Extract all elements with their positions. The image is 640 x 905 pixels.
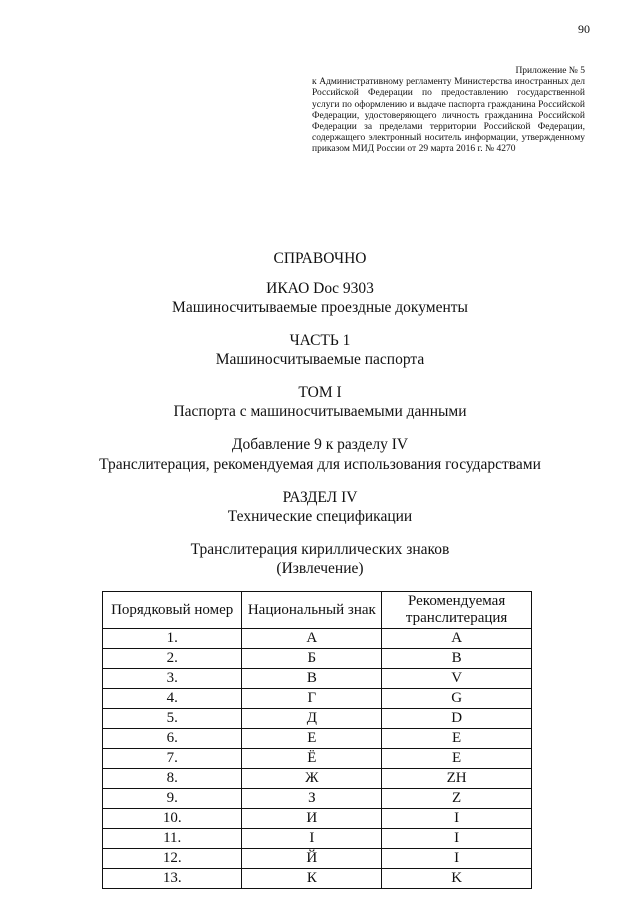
table-row (103, 669, 532, 689)
addendum-heading: Добавление 9 к разделу IV (231, 436, 409, 453)
ordinal-number-cell: 4. (103, 689, 242, 709)
ordinal-number-cell: 6. (103, 729, 242, 749)
table-row (103, 789, 532, 809)
ordinal-number-cell: 11. (103, 829, 242, 849)
transliteration-cell: V (382, 669, 532, 689)
national-character-cell: Б (242, 649, 382, 669)
table-row (103, 829, 532, 849)
table-row (103, 689, 532, 709)
appendix-title: Приложение № 5 (515, 66, 585, 76)
document-title: Машиносчитываемые проездные документы (172, 299, 468, 316)
transliteration-cell: K (382, 869, 532, 889)
table-row (103, 809, 532, 829)
appendix-block (312, 66, 585, 156)
ordinal-number-cell: 8. (103, 769, 242, 789)
table-subtitle: (Извлечение) (276, 560, 364, 577)
national-character-cell: Ж (242, 769, 382, 789)
reference-label: СПРАВОЧНО (273, 250, 367, 267)
section-heading: РАЗДЕЛ IV (282, 489, 358, 506)
ordinal-number-cell: 10. (103, 809, 242, 829)
transliteration-table (102, 591, 532, 889)
national-character-cell: Г (242, 689, 382, 709)
national-character-cell: Й (242, 849, 382, 869)
table-row (103, 629, 532, 649)
header-recommended-transliteration: Рекомендуемая транслитерация (382, 592, 532, 629)
transliteration-cell: B (382, 649, 532, 669)
ordinal-number-cell: 9. (103, 789, 242, 809)
ordinal-number-cell: 12. (103, 849, 242, 869)
table-body (103, 629, 532, 889)
national-character-cell: І (242, 829, 382, 849)
transliteration-cell: I (382, 809, 532, 829)
ordinal-number-cell: 3. (103, 669, 242, 689)
transliteration-cell: ZH (382, 769, 532, 789)
table-row (103, 709, 532, 729)
national-character-cell: А (242, 629, 382, 649)
table-row (103, 649, 532, 669)
appendix-body: к Административному регламенту Министерства иностранных дел Российской Федерации по предоставлению государственной услуги по оформлению и выдаче паспорта гражданина Российской Федерации, удостоверяющего личность гражданина Российской Федерации за пределами территории Российской Федерации, содержащего электронный носитель информации, утвержденному приказом МИД России от 29 марта 2016 г. № 4270 (312, 77, 585, 155)
transliteration-cell: G (382, 689, 532, 709)
header-ordinal-number: Порядковый номер (103, 592, 242, 629)
transliteration-cell: I (382, 829, 532, 849)
transliteration-cell: E (382, 749, 532, 769)
transliteration-cell: Z (382, 789, 532, 809)
transliteration-cell: E (382, 729, 532, 749)
national-character-cell: И (242, 809, 382, 829)
volume-heading: ТОМ I (298, 384, 342, 401)
section-title: Технические спецификации (227, 508, 413, 525)
volume-title: Паспорта с машиносчитываемыми данными (173, 403, 467, 420)
table-row (103, 729, 532, 749)
page-number: 90 (578, 22, 590, 36)
table-header-row (103, 592, 532, 629)
ordinal-number-cell: 13. (103, 869, 242, 889)
ordinal-number-cell: 2. (103, 649, 242, 669)
national-character-cell: К (242, 869, 382, 889)
document-id: ИКАО Doc 9303 (266, 280, 374, 297)
ordinal-number-cell: 7. (103, 749, 242, 769)
national-character-cell: З (242, 789, 382, 809)
ordinal-number-cell: 5. (103, 709, 242, 729)
transliteration-cell: A (382, 629, 532, 649)
table-title: Транслитерация кириллических знаков (190, 541, 450, 558)
transliteration-cell: I (382, 849, 532, 869)
transliteration-cell: D (382, 709, 532, 729)
part-heading: ЧАСТЬ 1 (289, 332, 351, 349)
national-character-cell: Ё (242, 749, 382, 769)
ordinal-number-cell: 1. (103, 629, 242, 649)
table-row (103, 849, 532, 869)
national-character-cell: Д (242, 709, 382, 729)
addendum-title: Транслитерация, рекомендуемая для использования государствами (99, 456, 541, 473)
table-row (103, 869, 532, 889)
national-character-cell: В (242, 669, 382, 689)
national-character-cell: Е (242, 729, 382, 749)
table-row (103, 749, 532, 769)
part-title: Машиносчитываемые паспорта (215, 351, 425, 368)
header-national-character: Национальный знак (242, 592, 382, 629)
table-row (103, 769, 532, 789)
